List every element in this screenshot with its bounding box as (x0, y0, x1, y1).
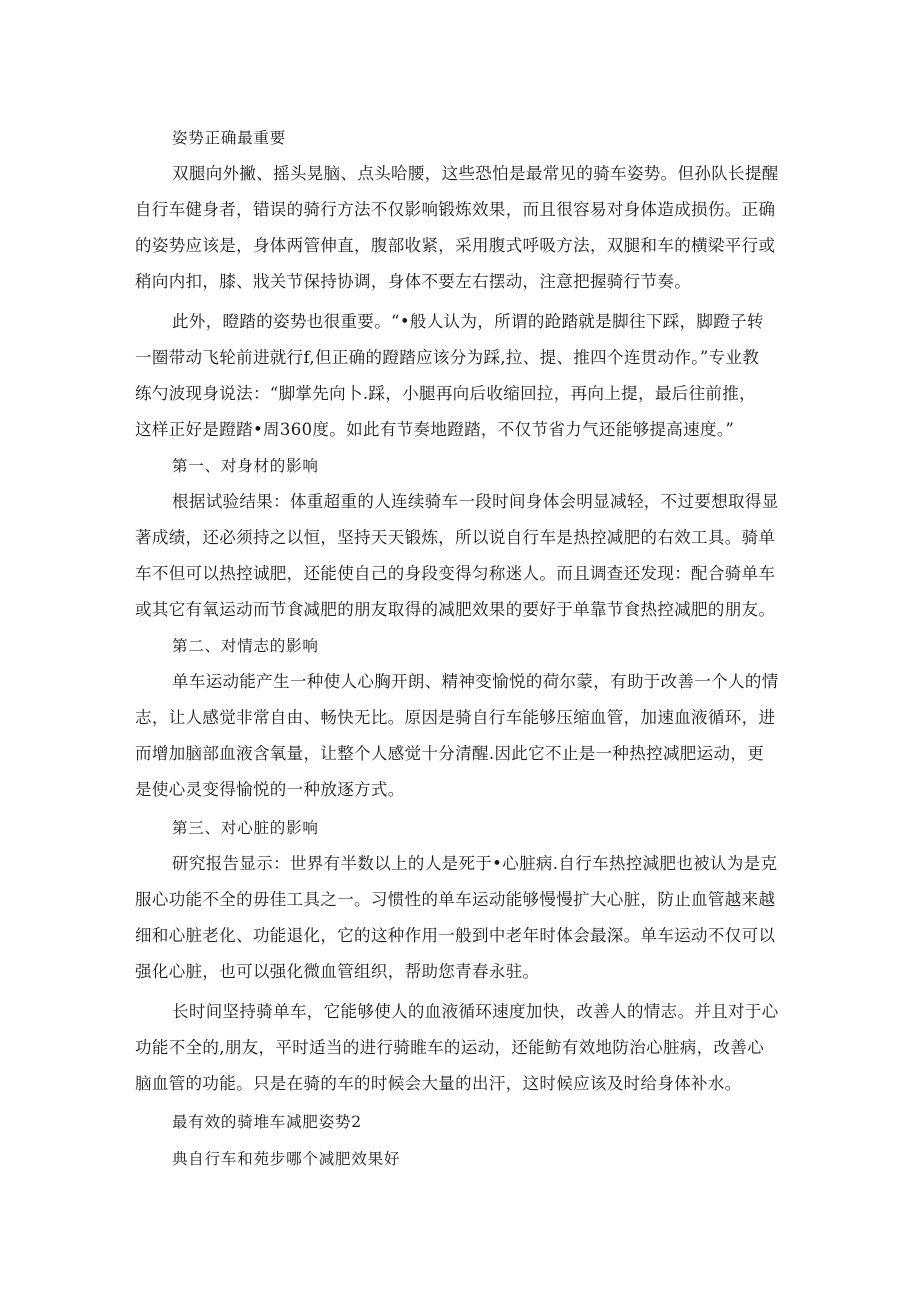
paragraph-body-shape (135, 484, 785, 628)
text-line: 练勺波现身说法：“脚掌先向卜.踩，小腿再向后收缩回拉，再向上提，最后往前推， (135, 384, 756, 403)
text-line: 根据试验结果：体重超重的人连续骑车一段时间身体会明显减轻，不过要想取得显 (172, 492, 779, 511)
text-line: 细和心脏老化、功能退化，它的这种作用一般到中老年时体会最深。单车运动不仅可以 (135, 926, 776, 945)
text-line: 功能不全的,朋友，平时适当的进行骑睢车的运动，还能鲂有效地防治心脏病，改善心 (135, 1038, 765, 1057)
paragraph-heart-2 (135, 994, 785, 1102)
text-line: 研究报告显示：世界有半数以上的人是死于•心脏病.自行车热控減肥也被认为是克 (172, 854, 778, 873)
text-line: 或其它有氧运动而节食减肥的朋友取得的减肥效果的要好于单靠节食热控减肥的朋友。 (135, 600, 776, 619)
text-line: 脑血管的功能。只是在骑的车的时候会大量的出汗，这时候应该及时给身体补水。 (135, 1074, 742, 1093)
section-heading-posture: 姿势正确最重要 (172, 129, 287, 147)
text-line: 而增加脑部血液含氧量，让整个人感觉十分清醒.因此它不止是一种热控减肥运动，更 (135, 744, 765, 763)
paragraph-posture-1 (135, 156, 785, 300)
section-heading-heart: 第三、对心脏的影响 (172, 819, 319, 837)
paragraph-heart-1 (135, 846, 785, 990)
text-line: 一圈带动飞轮前进就行f,但正确的蹬踏应该分为踩,拉、提、推四个连贯动作。”专业教 (135, 348, 760, 367)
text-line: 著成绩，还必须持之以恒，坚持天天锻炼，所以说自行车是热控减肥的右效工具。骑单 (135, 528, 776, 547)
text-line: 是使心灵变得愉悦的一种放逐方式。 (135, 780, 405, 799)
text-line: 这样正好是蹬踏•周360度。如此有节奏地蹬踏，不仅节省力气还能够提高速度。” (135, 420, 735, 439)
text-line: 此外，瞪踏的姿势也很重要。“•般人认为，所谓的跄踏就是脚往下踩，脚蹬子转 (172, 312, 764, 331)
text-line: 志，让人感觉非常自由、畅快无比。原因是骑自行车能够压缩血管，加速血液循环，进 (135, 708, 776, 727)
text-line: 单车运动能产生一种使人心胸开朗、精神变愉悦的荷尔蒙，有助于改善一个人的情 (172, 672, 779, 691)
paragraph-mood (135, 664, 785, 808)
footer-heading-1: 最有效的骑堆车减肥姿势2 (172, 1113, 362, 1131)
text-line: 稍向内扣，膝、戕关节保持协调，身体不要左右摆动，注意把握骑行节奏。 (135, 272, 692, 291)
footer-heading-2: 典自行车和苑步哪个减肥效果好 (172, 1150, 401, 1168)
text-line: 服心功能不全的毋佳工具之一。习惯性的单车运动能够慢慢扩大心脏，防止血管越来越 (135, 890, 776, 909)
text-line: 车不但可以热控诚肥，还能使自己的身段变得匀称迷人。而且调查还发现：配合骑单车 (135, 564, 776, 583)
text-line: 强化心脏，也可以强化微血管组织，帮助您青春永驻。 (135, 962, 540, 981)
text-line: 长时间坚持骑单车，它能够使人的血液循环速度加快，改善人的情志。并且对于心 (172, 1002, 779, 1021)
text-line: 双腿向外撇、摇头晃脑、点头哈腰，这些恐怕是最常见的骑车姿势。但孙队长提醒 (172, 164, 779, 183)
text-line: 自行车健身者，错误的骑行方法不仅影响锻炼效果，而且很容易对身体造成损伤。正确 (135, 200, 776, 219)
section-heading-body-shape: 第一、对身材的影响 (172, 457, 319, 475)
paragraph-posture-2 (135, 304, 785, 448)
section-heading-mood: 第二、对情志的影响 (172, 637, 319, 655)
text-line: 的姿势应该是，身体两管伸直，腹部收紧，采用腹式呼吸方法，双腿和车的横梁平行或 (135, 236, 776, 255)
